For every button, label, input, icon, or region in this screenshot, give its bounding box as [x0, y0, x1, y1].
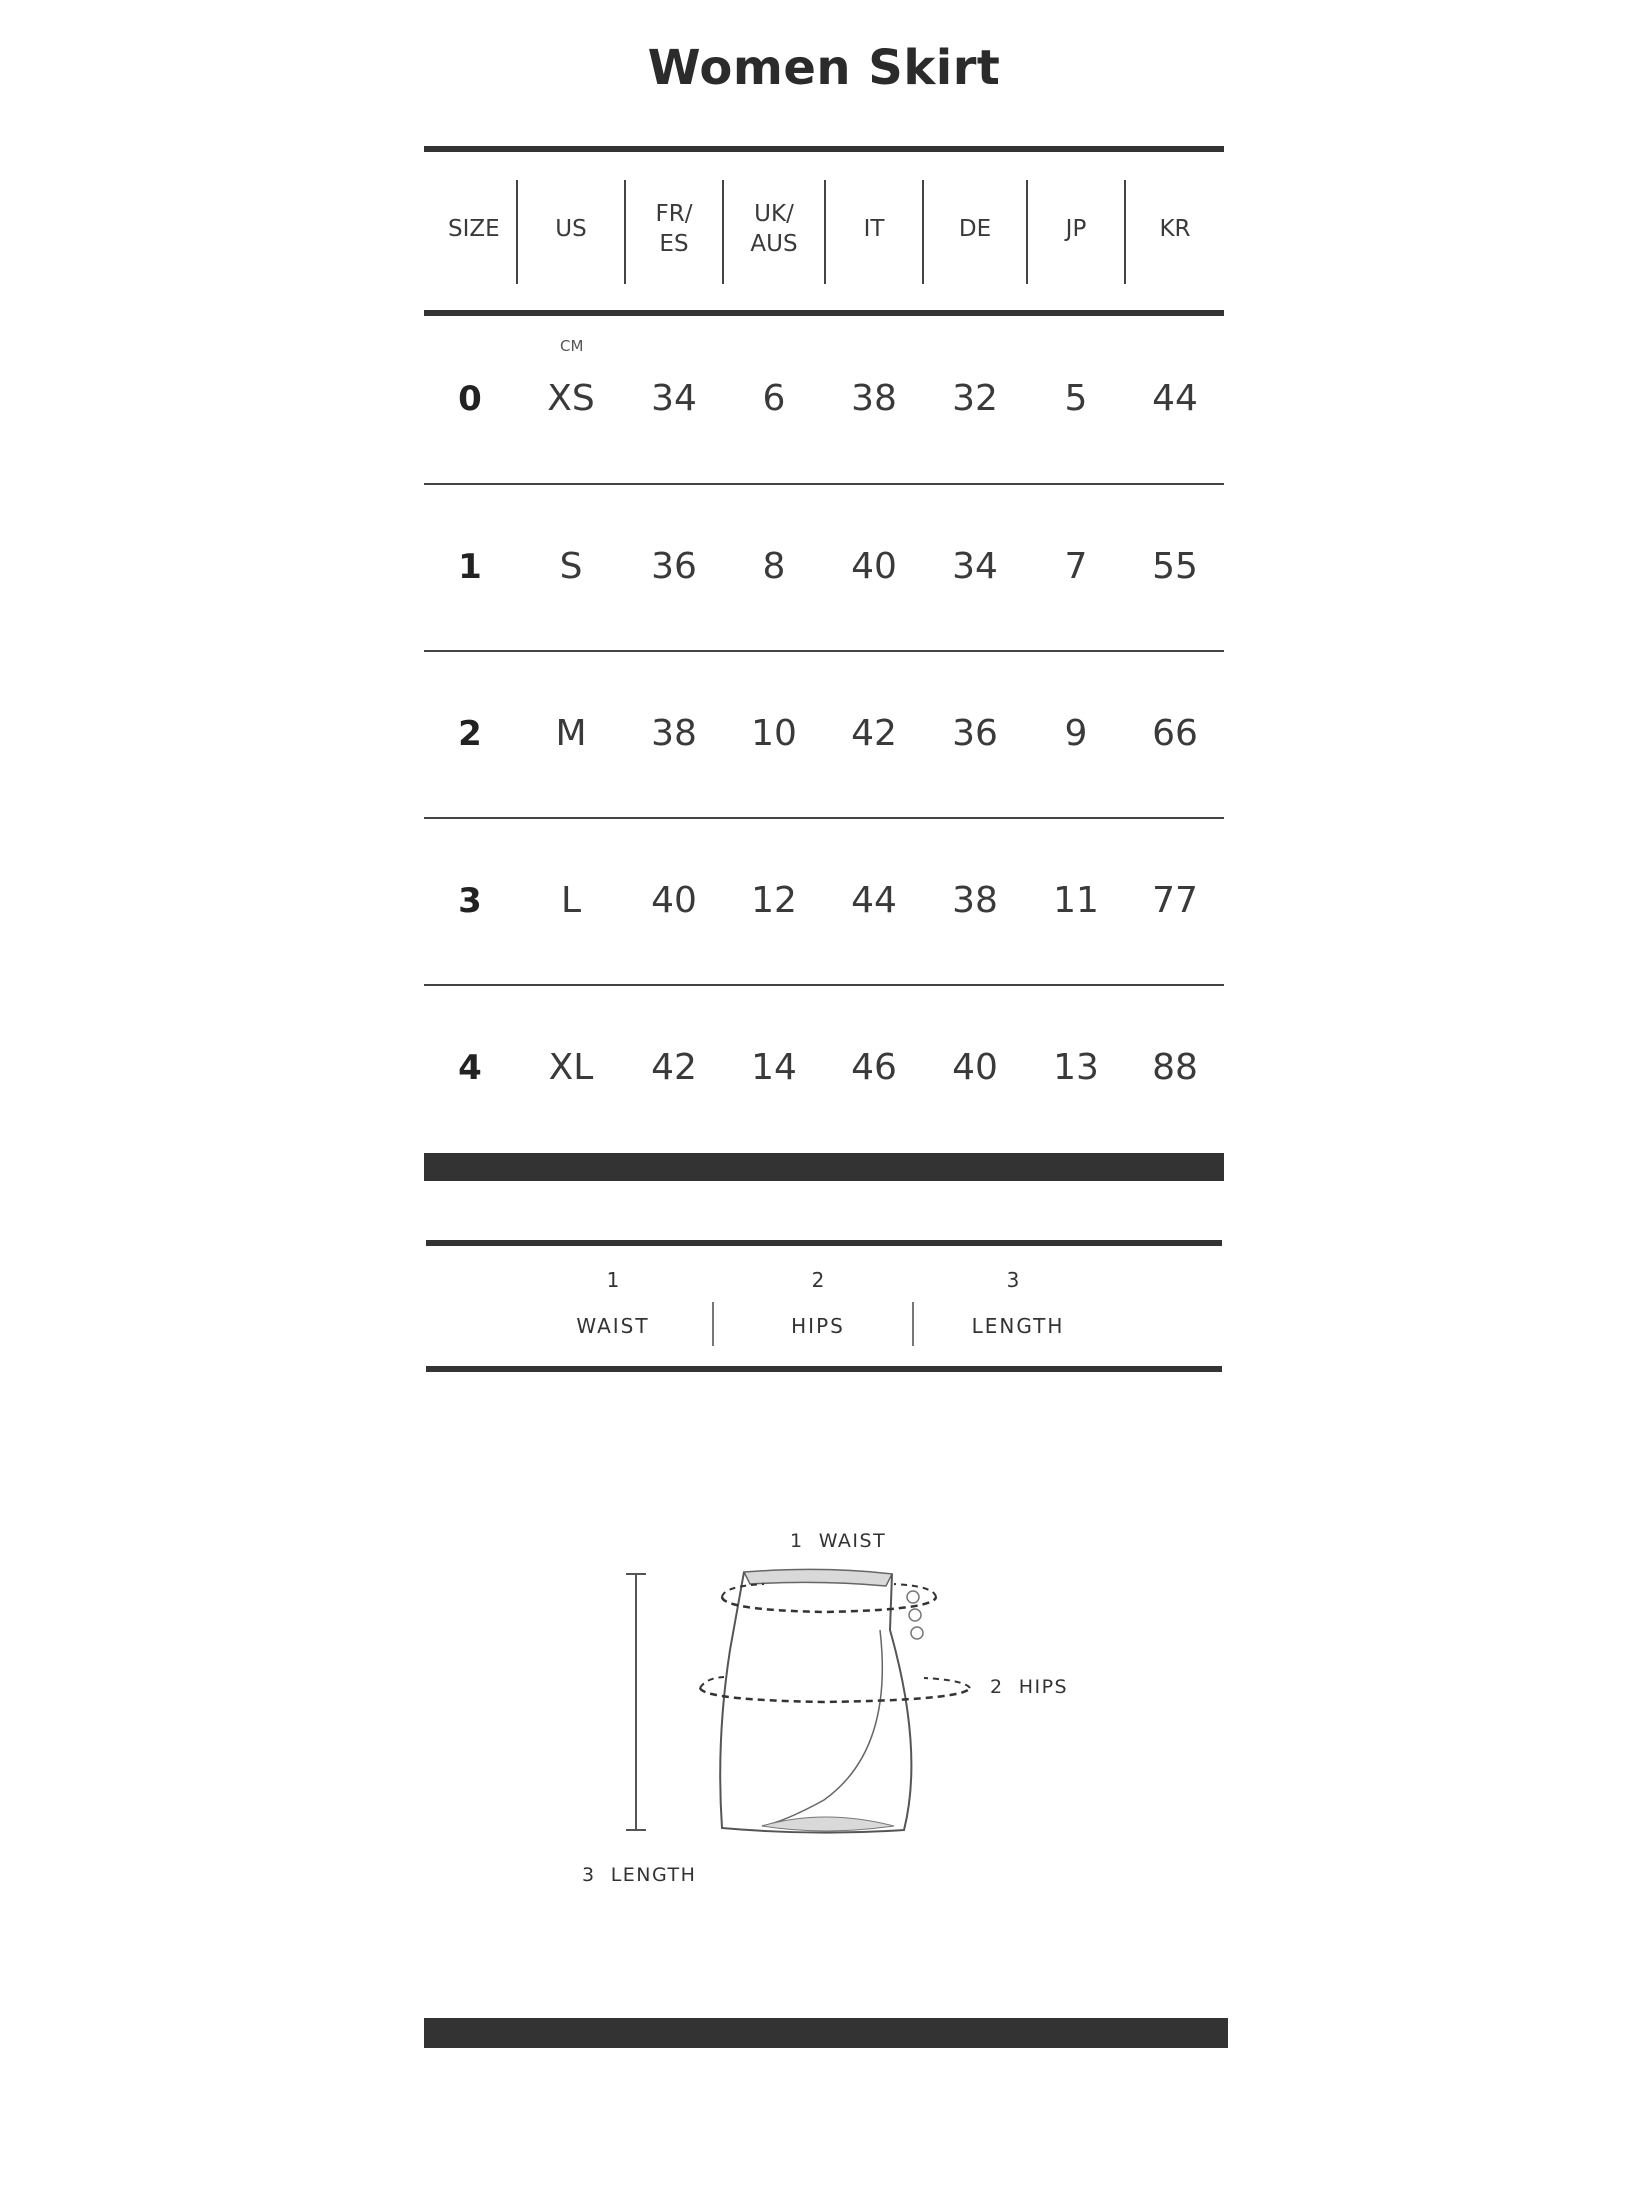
header-divider — [624, 180, 626, 284]
cell-us: S — [559, 546, 583, 587]
legend-hips-number: 2 — [811, 1268, 825, 1292]
cell-us: XL — [548, 1047, 594, 1088]
cell-fr-es: 40 — [651, 880, 697, 921]
diagram-hips-label — [990, 1676, 1068, 1698]
footer-bar — [424, 2018, 1228, 2048]
table-bottom-bar — [424, 1153, 1224, 1181]
cell-uk-aus: 12 — [751, 880, 797, 921]
cell-kr: 44 — [1152, 378, 1198, 419]
cell-de: 36 — [952, 713, 998, 754]
cell-us: L — [560, 880, 582, 921]
cell-it: 46 — [851, 1047, 897, 1088]
diagram-waist-text: WAIST — [818, 1530, 887, 1552]
header-divider — [1026, 180, 1028, 284]
cell-jp: 5 — [1064, 378, 1088, 419]
legend-divider — [712, 1302, 714, 1346]
header-uk-aus: UK/ AUS — [750, 201, 798, 257]
cell-it: 42 — [851, 713, 897, 754]
measurement-legend — [424, 1240, 1224, 1370]
legend-length-number: 3 — [1006, 1268, 1020, 1292]
diagram-length-label — [582, 1864, 696, 1886]
legend-waist-label: WAIST — [576, 1314, 650, 1338]
cell-de: 40 — [952, 1047, 998, 1088]
cell-kr: 55 — [1152, 546, 1198, 587]
cell-it: 38 — [851, 378, 897, 419]
legend-hips-label: HIPS — [791, 1314, 845, 1338]
skirt-illustration — [424, 1500, 1224, 1930]
diagram-length-text: LENGTH — [610, 1864, 697, 1886]
cell-us: XS — [547, 378, 595, 419]
table-row — [424, 651, 1224, 816]
cell-kr: 66 — [1152, 713, 1198, 754]
cell-jp: 9 — [1064, 713, 1088, 754]
cell-kr: 88 — [1152, 1047, 1198, 1088]
diagram-hips-number: 2 — [990, 1676, 1004, 1698]
diagram-hips-text: HIPS — [1018, 1676, 1069, 1698]
table-top-rule — [424, 146, 1224, 152]
cell-it: 44 — [851, 880, 897, 921]
diagram-waist-label — [790, 1530, 886, 1552]
table-row — [424, 818, 1224, 983]
cell-fr-es: 34 — [651, 378, 697, 419]
cell-size: 1 — [458, 546, 482, 587]
table-row — [424, 985, 1224, 1150]
header-divider — [1124, 180, 1126, 284]
cell-fr-es: 38 — [651, 713, 697, 754]
cell-jp: 11 — [1053, 880, 1099, 921]
cell-size: 0 — [458, 378, 482, 419]
cell-size: 4 — [458, 1047, 482, 1088]
diagram-length-number: 3 — [582, 1864, 596, 1886]
header-size: SIZE — [448, 216, 500, 242]
header-divider — [516, 180, 518, 284]
header-kr: KR — [1159, 216, 1191, 242]
header-fr-es: FR/ ES — [655, 201, 693, 257]
page-title: Women Skirt — [647, 40, 1001, 96]
legend-waist-number: 1 — [606, 1268, 620, 1292]
header-us: US — [555, 216, 587, 242]
cell-uk-aus: 10 — [751, 713, 797, 754]
header-jp: JP — [1065, 216, 1087, 242]
cell-fr-es: 36 — [651, 546, 697, 587]
cell-de: 34 — [952, 546, 998, 587]
table-row — [424, 316, 1224, 481]
cell-uk-aus: 8 — [762, 546, 786, 587]
cell-fr-es: 42 — [651, 1047, 697, 1088]
header-it: IT — [863, 216, 885, 242]
header-de: DE — [958, 216, 992, 242]
diagram-waist-number: 1 — [790, 1530, 804, 1552]
cell-jp: 7 — [1064, 546, 1088, 587]
legend-length-label: LENGTH — [971, 1314, 1065, 1338]
cell-it: 40 — [851, 546, 897, 587]
cell-uk-aus: 14 — [751, 1047, 797, 1088]
legend-divider — [912, 1302, 914, 1346]
skirt-diagram — [424, 1500, 1224, 1930]
cell-jp: 13 — [1053, 1047, 1099, 1088]
cell-kr: 77 — [1152, 880, 1198, 921]
unit-note: CM — [560, 337, 584, 355]
legend-bottom-rule — [426, 1366, 1222, 1372]
table-row — [424, 484, 1224, 649]
cell-size: 3 — [458, 880, 482, 921]
header-divider — [722, 180, 724, 284]
cell-us: M — [555, 713, 587, 754]
header-divider — [922, 180, 924, 284]
header-divider — [824, 180, 826, 284]
cell-uk-aus: 6 — [762, 378, 786, 419]
cell-size: 2 — [458, 713, 482, 754]
cell-de: 32 — [952, 378, 998, 419]
cell-de: 38 — [952, 880, 998, 921]
